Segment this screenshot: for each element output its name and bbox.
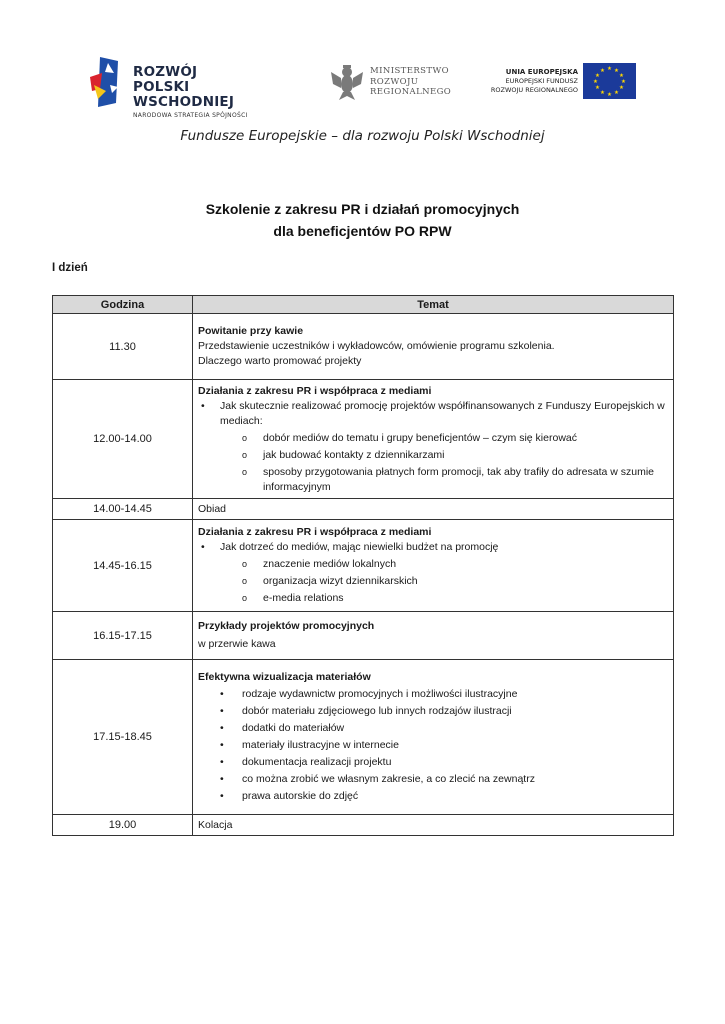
document-title-line2: dla beneficjentów PO RPW [273,223,452,239]
eu-logo-line2: EUROPEJSKI FUNDUSZ [505,77,578,85]
svg-text:★: ★ [600,90,605,96]
row-topic [193,660,674,815]
column-header-time: Godzina [53,296,193,314]
rpw-logo-line2: POLSKI WSCHODNIEJ [133,79,235,110]
list-item: • rodzaje wydawnictw promocyjnych i możliwości ilustracyjne [198,687,665,702]
row-title: Działania z zakresu PR i współpraca z mediami [198,526,432,538]
table-row [53,520,674,612]
ministry-logo-line2: ROZWOJU [370,76,419,87]
table-row [53,612,674,660]
ministry-logo-line3: REGIONALNEGO [370,87,452,97]
svg-text:★: ★ [614,90,619,96]
row-time: 11.30 [53,314,193,380]
list-subitem: o znaczenie mediów lokalnych [198,557,665,572]
list-item: • Jak dotrzeć do mediów, mając niewielki budżet na promocję [198,540,665,555]
row-text-line: Przedstawienie uczestników i wykładowców, omówienie programu szkolenia. [198,340,555,352]
ministry-logo [330,62,460,102]
row-title: Efektywna wizualizacja materiałów [198,671,371,683]
ministry-logo-line1: MINISTERSTWO [370,66,449,76]
day-label: I dzień [52,262,88,274]
row-title: Powitanie przy kawie [198,325,304,337]
list-item: • materiały ilustracyjne w internecie [198,738,665,753]
row-time: 17.15-18.45 [53,660,193,815]
row-time: 16.15-17.15 [53,612,193,660]
rpw-logo [88,55,278,119]
row-topic [193,314,674,380]
svg-text:★: ★ [614,68,619,74]
document-title-line1: Szkolenie z zakresu PR i działań promocyjnych [205,201,520,217]
list-item: • dodatki do materiałów [198,721,665,736]
column-header-topic: Temat [193,296,674,314]
tagline: Fundusze Europejskie – dla rozwoju Polski Wschodniej [180,128,545,144]
row-topic [193,380,674,499]
row-topic: Kolacja [193,815,674,836]
table-row [53,499,674,520]
list-item: • co można zrobić we własnym zakresie, a co zlecić na zewnątrz [198,772,665,787]
row-note: w przerwie kawa [198,638,276,650]
document-title [0,198,725,242]
rpw-logo-line3: NARODOWA STRATEGIA SPÓJNOŚCI [133,112,248,119]
list-subitem: o e-media relations [198,591,665,606]
svg-text:★: ★ [593,79,598,85]
svg-text:★: ★ [619,73,624,79]
table-header-row [53,296,674,314]
eu-flag-icon [583,63,636,99]
list-subitem: o organizacja wizyt dziennikarskich [198,574,665,589]
table-row [53,314,674,380]
list-subitem: o sposoby przygotowania płatnych form promocji, tak aby trafiły do adresata w szumie informacyjnym [198,465,665,495]
list-subitem: o jak budować kontakty z dziennikarzami [198,448,665,463]
svg-text:★: ★ [607,92,612,98]
row-time: 14.45-16.15 [53,520,193,612]
row-title: Działania z zakresu PR i współpraca z mediami [198,384,432,397]
agenda-table [52,295,674,836]
rpw-logo-line1: ROZWÓJ [133,64,198,80]
row-topic [193,612,674,660]
eu-logo-line1: UNIA EUROPEJSKA [505,68,578,76]
svg-text:★: ★ [607,66,612,72]
row-text-line: Dlaczego warto promować projekty [198,355,362,367]
row-topic: Obiad [193,499,674,520]
row-time: 12.00-14.00 [53,380,193,499]
svg-text:★: ★ [595,73,600,79]
table-row [53,660,674,815]
list-item: • dokumentacja realizacji projektu [198,755,665,770]
rpw-emblem-icon [88,55,128,110]
svg-text:★: ★ [619,85,624,91]
row-time: 19.00 [53,815,193,836]
eu-logo [480,63,640,103]
list-item: • dobór materiału zdjęciowego lub innych rodzajów ilustracji [198,704,665,719]
eu-logo-line3: ROZWOJU REGIONALNEGO [490,85,578,94]
table-row [53,380,674,499]
list-item: • prawa autorskie do zdjęć [198,789,665,804]
svg-text:★: ★ [595,85,600,91]
eagle-emblem-icon [330,62,364,102]
list-subitem: o dobór mediów do tematu i grupy beneficjentów – czym się kierować [198,431,665,446]
row-title: Przykłady projektów promocyjnych [198,620,375,632]
row-time: 14.00-14.45 [53,499,193,520]
row-topic [193,520,674,612]
list-item: • Jak skutecznie realizować promocję projektów współfinansowanych z Funduszy Europejskich w mediach: [198,399,665,429]
svg-text:★: ★ [600,68,605,74]
table-row [53,815,674,836]
svg-text:★: ★ [621,79,626,85]
